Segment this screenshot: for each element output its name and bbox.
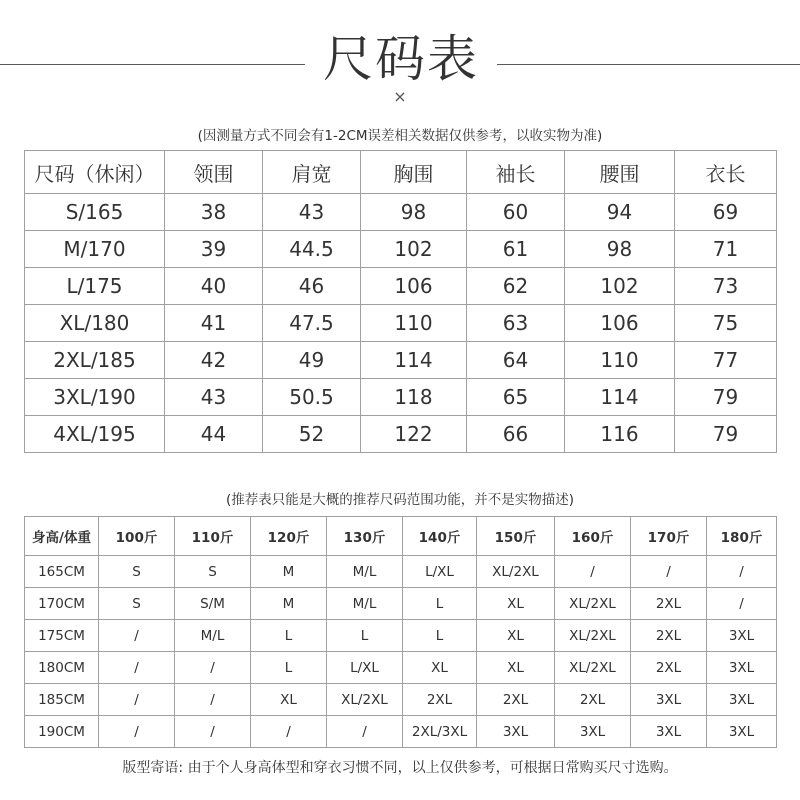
table-cell: / <box>175 652 251 684</box>
table-cell: 52 <box>263 416 361 453</box>
table-row <box>25 716 777 748</box>
table-cell: M <box>251 588 327 620</box>
table-cell: 2XL/3XL <box>403 716 477 748</box>
table-cell: 114 <box>361 342 467 379</box>
table-cell: 2XL <box>477 684 555 716</box>
table-cell: / <box>175 716 251 748</box>
table-row <box>25 194 777 231</box>
table-cell: XL/2XL <box>555 588 631 620</box>
size-table-header-row <box>25 151 777 194</box>
table-cell: 79 <box>675 416 777 453</box>
table-cell: 2XL <box>631 652 707 684</box>
table-row <box>25 342 777 379</box>
title-row <box>0 28 800 90</box>
table-cell: M <box>251 556 327 588</box>
column-header: 身高/体重 <box>25 517 99 556</box>
table-cell: 116 <box>565 416 675 453</box>
table-cell: 106 <box>361 268 467 305</box>
table-cell: 46 <box>263 268 361 305</box>
row-label-cell: 3XL/190 <box>25 379 165 416</box>
table-cell: / <box>99 716 175 748</box>
table-cell: L <box>403 620 477 652</box>
table-cell: 3XL <box>631 716 707 748</box>
table-cell: 49 <box>263 342 361 379</box>
row-label-cell: XL/180 <box>25 305 165 342</box>
table-cell: 62 <box>467 268 565 305</box>
table-cell: / <box>175 684 251 716</box>
table-cell: L <box>403 588 477 620</box>
title-divider-right <box>497 64 800 65</box>
table-cell: 39 <box>165 231 263 268</box>
table-cell: S/M <box>175 588 251 620</box>
column-header: 衣长 <box>675 151 777 194</box>
table-cell: 69 <box>675 194 777 231</box>
table-cell: 42 <box>165 342 263 379</box>
row-label-cell: 180CM <box>25 652 99 684</box>
recommendation-table-body <box>25 556 777 748</box>
table-cell: 79 <box>675 379 777 416</box>
table-cell: 73 <box>675 268 777 305</box>
table-cell: 110 <box>361 305 467 342</box>
table-cell: / <box>707 588 777 620</box>
table-cell: M/L <box>175 620 251 652</box>
recommendation-table-header-row <box>25 517 777 556</box>
table-cell: 102 <box>361 231 467 268</box>
recommendation-table <box>24 516 777 748</box>
table-cell: 114 <box>565 379 675 416</box>
table-cell: 44 <box>165 416 263 453</box>
table-cell: 47.5 <box>263 305 361 342</box>
table-cell: 110 <box>565 342 675 379</box>
table-cell: XL <box>251 684 327 716</box>
table-cell: / <box>327 716 403 748</box>
row-label-cell: 2XL/185 <box>25 342 165 379</box>
table-cell: L <box>251 652 327 684</box>
row-label-cell: 170CM <box>25 588 99 620</box>
row-label-cell: 4XL/195 <box>25 416 165 453</box>
table-cell: 44.5 <box>263 231 361 268</box>
table-cell: XL <box>477 652 555 684</box>
table-row <box>25 556 777 588</box>
column-header: 180斤 <box>707 517 777 556</box>
table-cell: 2XL <box>631 588 707 620</box>
row-label-cell: 185CM <box>25 684 99 716</box>
row-label-cell: S/165 <box>25 194 165 231</box>
column-header: 120斤 <box>251 517 327 556</box>
table-cell: 65 <box>467 379 565 416</box>
table-cell: S <box>99 556 175 588</box>
table-cell: 106 <box>565 305 675 342</box>
column-header: 160斤 <box>555 517 631 556</box>
column-header: 140斤 <box>403 517 477 556</box>
table-row <box>25 231 777 268</box>
row-label-cell: 175CM <box>25 620 99 652</box>
table-row <box>25 620 777 652</box>
column-header: 胸围 <box>361 151 467 194</box>
table-row <box>25 379 777 416</box>
table-cell: XL/2XL <box>477 556 555 588</box>
size-table <box>24 150 777 453</box>
table-cell: 118 <box>361 379 467 416</box>
table-cell: XL/2XL <box>555 620 631 652</box>
column-header: 170斤 <box>631 517 707 556</box>
column-header: 100斤 <box>99 517 175 556</box>
table-cell: / <box>99 652 175 684</box>
column-header: 150斤 <box>477 517 555 556</box>
page-title: 尺码表 <box>323 30 479 88</box>
table-cell: L <box>251 620 327 652</box>
row-label-cell: L/175 <box>25 268 165 305</box>
table-cell: 71 <box>675 231 777 268</box>
close-icon[interactable]: × <box>393 87 407 106</box>
title-divider-left <box>0 64 305 65</box>
table-cell: / <box>99 620 175 652</box>
table-cell: 3XL <box>477 716 555 748</box>
table-cell: 43 <box>263 194 361 231</box>
table-cell: 64 <box>467 342 565 379</box>
table-cell: 3XL <box>707 716 777 748</box>
table-cell: 3XL <box>707 652 777 684</box>
table-cell: 77 <box>675 342 777 379</box>
table-cell: / <box>707 556 777 588</box>
table-row <box>25 416 777 453</box>
table-cell: / <box>251 716 327 748</box>
table-cell: 94 <box>565 194 675 231</box>
table-cell: 2XL <box>631 620 707 652</box>
row-label-cell: 190CM <box>25 716 99 748</box>
table-cell: 98 <box>565 231 675 268</box>
row-label-cell: 165CM <box>25 556 99 588</box>
table-cell: 122 <box>361 416 467 453</box>
table-row <box>25 305 777 342</box>
table-cell: 61 <box>467 231 565 268</box>
table-cell: L <box>327 620 403 652</box>
table-cell: / <box>631 556 707 588</box>
table-cell: XL/2XL <box>327 684 403 716</box>
table-cell: S <box>99 588 175 620</box>
column-header: 130斤 <box>327 517 403 556</box>
column-header: 尺码（休闲） <box>25 151 165 194</box>
table-cell: L/XL <box>327 652 403 684</box>
table-cell: 75 <box>675 305 777 342</box>
table-cell: 50.5 <box>263 379 361 416</box>
column-header: 腰围 <box>565 151 675 194</box>
table-cell: 60 <box>467 194 565 231</box>
table-cell: XL <box>403 652 477 684</box>
table-cell: 102 <box>565 268 675 305</box>
fit-note-footer: 版型寄语: 由于个人身高体型和穿衣习惯不同，以上仅供参考，可根据日常购买尺寸选购。 <box>122 760 678 776</box>
table-cell: / <box>555 556 631 588</box>
column-header: 领围 <box>165 151 263 194</box>
table-cell: XL <box>477 620 555 652</box>
size-table-body <box>25 194 777 453</box>
table-cell: XL/2XL <box>555 652 631 684</box>
table-cell: 3XL <box>707 620 777 652</box>
table-cell: / <box>99 684 175 716</box>
table-cell: 98 <box>361 194 467 231</box>
table-cell: 2XL <box>403 684 477 716</box>
table-cell: 38 <box>165 194 263 231</box>
table-cell: M/L <box>327 588 403 620</box>
column-header: 肩宽 <box>263 151 361 194</box>
table-cell: 43 <box>165 379 263 416</box>
table-row <box>25 652 777 684</box>
table-row <box>25 268 777 305</box>
table-cell: 63 <box>467 305 565 342</box>
table-row <box>25 684 777 716</box>
column-header: 袖长 <box>467 151 565 194</box>
measurement-note: (因测量方式不同会有1-2CM误差相关数据仅供参考，以收实物为准) <box>197 128 603 144</box>
table-cell: 2XL <box>555 684 631 716</box>
row-label-cell: M/170 <box>25 231 165 268</box>
column-header: 110斤 <box>175 517 251 556</box>
table-cell: 3XL <box>631 684 707 716</box>
recommendation-note: (推荐表只能是大概的推荐尺码范围功能，并不是实物描述) <box>225 492 575 508</box>
table-cell: S <box>175 556 251 588</box>
table-cell: 40 <box>165 268 263 305</box>
table-cell: 41 <box>165 305 263 342</box>
table-cell: 66 <box>467 416 565 453</box>
table-cell: M/L <box>327 556 403 588</box>
table-row <box>25 588 777 620</box>
table-cell: L/XL <box>403 556 477 588</box>
table-cell: 3XL <box>555 716 631 748</box>
table-cell: XL <box>477 588 555 620</box>
table-cell: 3XL <box>707 684 777 716</box>
